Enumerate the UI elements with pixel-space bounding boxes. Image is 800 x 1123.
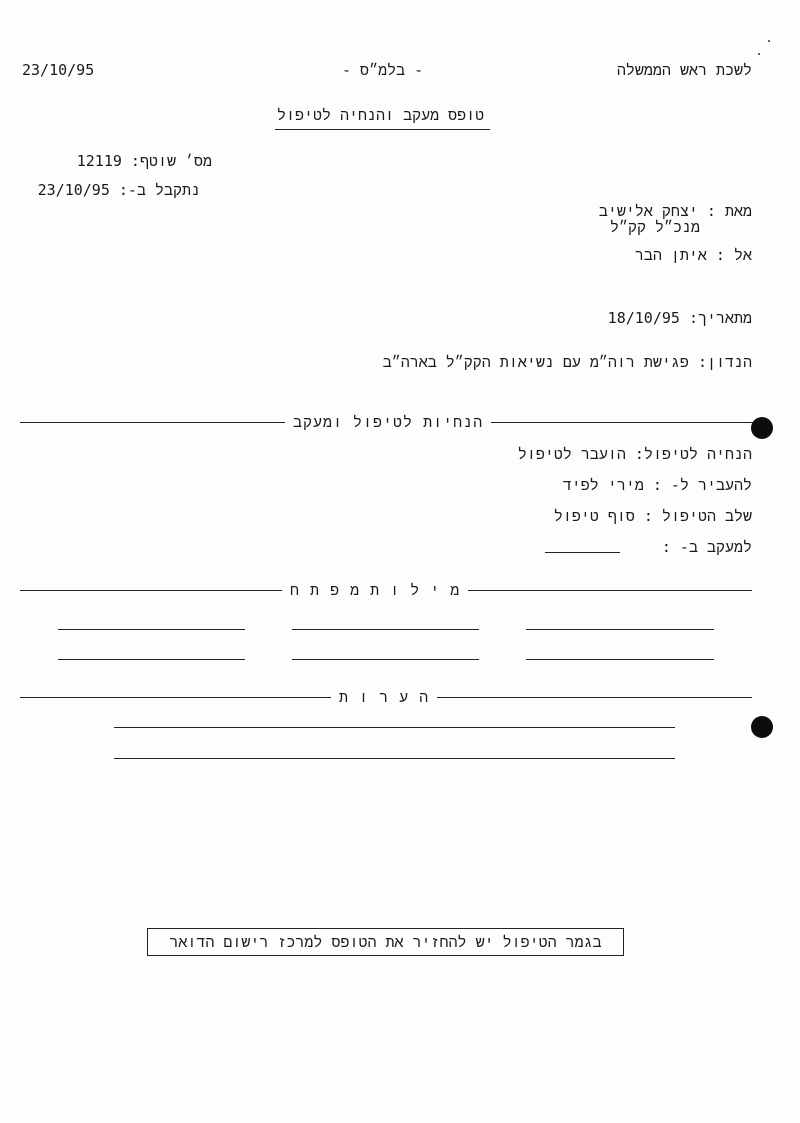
handling-instruction: הנחיה לטיפול: הועבר לטיפול bbox=[517, 445, 752, 463]
notes-line bbox=[114, 758, 675, 759]
paper-speck bbox=[758, 53, 760, 55]
document-date: 23/10/95 bbox=[22, 61, 95, 79]
subject-line: הנדון: פגישת רוה״מ עם נשיאות הקק״ל בארה״ב bbox=[382, 353, 752, 371]
follow-up-date-field bbox=[545, 552, 620, 553]
office-name: לשכת ראש הממשלה bbox=[616, 61, 752, 79]
keyword-field bbox=[292, 659, 479, 660]
section-divider bbox=[20, 581, 752, 599]
binder-hole bbox=[751, 417, 773, 439]
handling-follow-up: למעקב ב- : bbox=[661, 538, 752, 556]
section-title-notes: ה ע ר ו ת bbox=[331, 688, 437, 707]
section-title-handling: הנחיות לטיפול ומעקב bbox=[285, 413, 491, 432]
paper-speck bbox=[768, 40, 770, 42]
section-divider bbox=[20, 688, 752, 706]
dated-line: מתאריך: 18/10/95 bbox=[607, 309, 752, 327]
keyword-field bbox=[58, 629, 245, 630]
serial-number: מס׳ שוטף: 12119 bbox=[76, 152, 212, 170]
to-line: אל : איתן הבר bbox=[634, 246, 752, 264]
keyword-field bbox=[526, 659, 714, 660]
from-title: מנכ״ל קק״ל bbox=[609, 218, 700, 236]
keyword-field bbox=[526, 629, 714, 630]
classification-label: - בלמ״ס - bbox=[342, 61, 424, 79]
section-title-keywords: מ י ל ו ת מ פ ת ח bbox=[282, 581, 468, 600]
received-date: נתקבל ב-: 23/10/95 bbox=[37, 181, 200, 199]
keyword-field bbox=[58, 659, 245, 660]
section-divider bbox=[20, 413, 755, 431]
handling-stage: שלב הטיפול : סוף טיפול bbox=[553, 507, 752, 525]
handling-transfer-to: להעביר ל- : מירי לפיד bbox=[562, 476, 752, 494]
form-title: טופס מעקב והנחיה לטיפול bbox=[277, 106, 485, 124]
return-instructions: בגמר הטיפול יש להחזיר את הטופס למרכז רישום הדואר bbox=[169, 932, 602, 951]
return-instructions-box bbox=[147, 928, 624, 956]
title-underline bbox=[275, 129, 490, 130]
from-line: מאת : יצחק אלישיב bbox=[598, 202, 752, 220]
binder-hole bbox=[751, 716, 773, 738]
notes-line bbox=[114, 727, 675, 728]
keyword-field bbox=[292, 629, 479, 630]
